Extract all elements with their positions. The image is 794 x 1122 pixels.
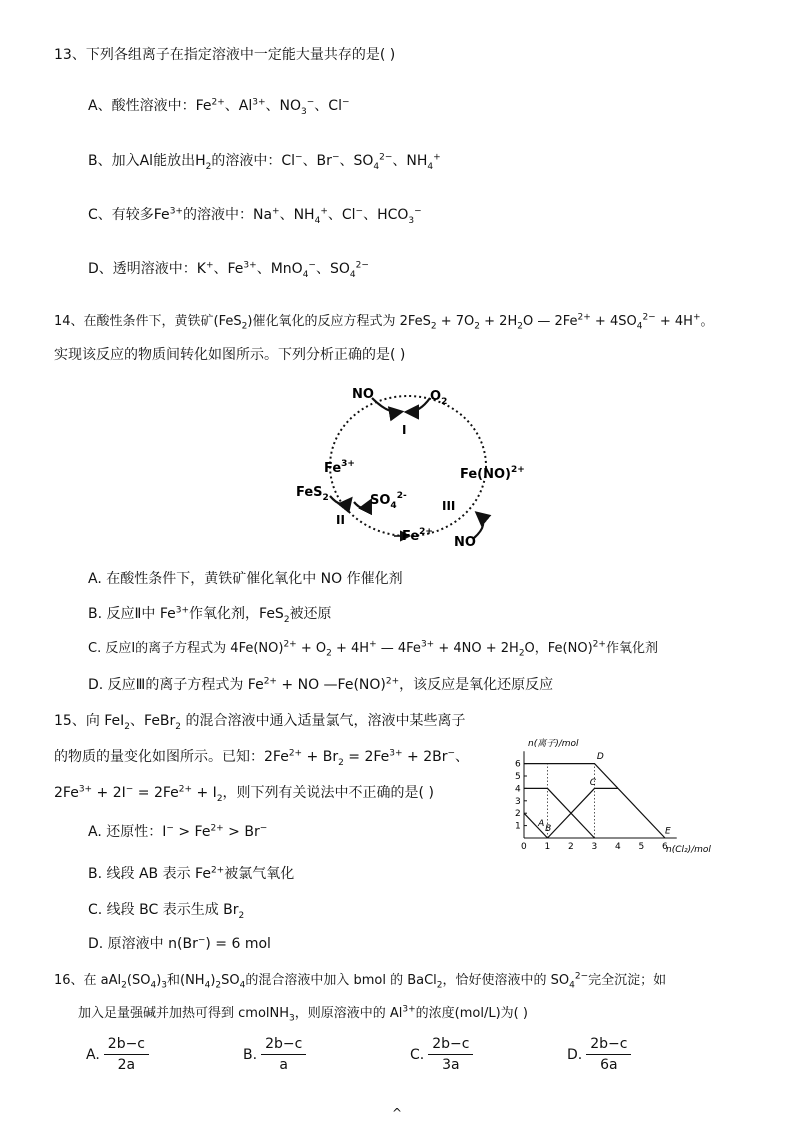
label-no-top: NO — [352, 387, 374, 402]
q14-stem-line2: 实现该反应的物质间转化如图所示。下列分析正确的是( ) — [54, 347, 406, 363]
arrow-o2-into-I — [408, 398, 430, 412]
q15-ion-amount-chart — [506, 734, 726, 858]
q13-option-d: D、透明溶液中：K+、$Fe^{3+}$、MnO$_4$−、$SO_4^{2-}$ — [88, 260, 369, 280]
q15-option-b: B. 线段 AB 表示 $Fe^{2+}$被氯气氧化 — [88, 865, 295, 882]
q14-cycle-diagram — [290, 378, 530, 550]
label-o2: $O_2$ — [430, 389, 448, 407]
chart-x-tick-label: 1 — [544, 842, 551, 852]
q13-option-c: C、有较多$Fe^{3+}$的溶液中：Na+、$NH_4^+$、Cl−、$HCO_3^-$ — [88, 206, 422, 226]
chart-point-label-b: B — [545, 824, 552, 835]
chart-point-label-c: C — [589, 778, 597, 789]
chart-y-tick-label: 3 — [515, 796, 521, 807]
arrow-so4-out-II — [354, 502, 370, 508]
label-roman-2: II — [336, 513, 345, 527]
chart-y-tick-label: 4 — [515, 784, 521, 795]
q16-option-d: D. $\frac{2b-c}{6a}$ — [567, 1036, 631, 1074]
q13-option-a: A、酸性溶液中：$Fe^{2+}$、$Al^{3+}$、$NO_3^-$、Cl− — [88, 97, 350, 117]
chart-xlabel: n(Cl₂)/mol — [666, 845, 711, 855]
label-fe3: $Fe^{3+}$ — [324, 459, 355, 476]
chart-x-tick-label: 2 — [568, 842, 574, 852]
chart-x-tick-label: 5 — [638, 842, 645, 852]
chart-series-line-3 — [548, 788, 619, 838]
q13-stem: 13、下列各组离子在指定溶液中一定能大量共存的是( ) — [54, 47, 396, 63]
q16-option-a: A. $\frac{2b-c}{2a}$ — [86, 1036, 149, 1074]
label-roman-1: I — [402, 423, 407, 437]
arrow-no-into-I — [372, 398, 400, 412]
q15-option-c: C. 线段 BC 表示生成 $Br_2$ — [88, 902, 245, 921]
q14-option-a: A. 在酸性条件下，黄铁矿催化氧化中 NO 作催化剂 — [88, 571, 403, 587]
q15-option-d: D. 原溶液中 n(Br−) = 6 mol — [88, 935, 271, 952]
q16-option-c: C. $\frac{2b-c}{3a}$ — [410, 1036, 473, 1074]
label-no-bottom: NO — [454, 535, 476, 550]
q15-stem-line1: 15、向 FeI$_2$、FeBr$_2$ 的混合溶液中通入适量氯气，溶液中某些离子 — [54, 713, 466, 732]
chart-y-tick-label: 6 — [515, 759, 521, 770]
q13-option-b: B、加入Al能放出$H_2$的溶液中：Cl−、Br−、$SO_4^{2-}$、$NH_4^+$ — [88, 152, 441, 172]
chart-point-label-a: A — [538, 819, 545, 830]
chart-x-tick-label: 6 — [662, 842, 668, 852]
label-roman-3: III — [442, 499, 456, 513]
chart-x-tick-label: 3 — [591, 842, 598, 852]
q15-stem-line3: $2Fe^{3+} + 2I^- = 2Fe^{2+} + I_2$，则下列有关说法中不正确的是( ) — [54, 784, 434, 804]
q14-stem: 14、在酸性条件下，黄铁矿(FeS$_2$)催化氧化的反应方程式为 $2FeS_2 + 7O_2 + 2H_2O$ — $2Fe^{2+} + 4SO_4^{2-} + 4H^+$。 — [54, 312, 714, 332]
q16-option-b: B. $\frac{2b-c}{a}$ — [243, 1036, 306, 1074]
chart-y-tick-label: 1 — [515, 821, 521, 832]
label-fe2: $Fe^{2+}$ — [402, 527, 433, 544]
q15-option-a: A. 还原性：$I^- > Fe^{2+} > Br^-$ — [88, 823, 268, 840]
label-so4: $SO_4^{2-}$ — [370, 491, 407, 511]
q14-option-d: D. 反应Ⅲ的离子方程式为 $Fe^{2+}$ + NO —Fe(NO)$^{2+}$，该反应是氧化还原反应 — [88, 676, 554, 693]
chart-series-line-2 — [524, 788, 595, 838]
chart-x-tick-label: 0 — [521, 842, 527, 852]
chart-point-label-e: E — [665, 826, 671, 837]
label-fes2: FeS$_2$ — [296, 485, 329, 503]
chart-ylabel: n(离子)/mol — [528, 739, 579, 749]
q14-option-b: B. 反应Ⅱ中 $Fe^{3+}$作氧化剂，FeS$_2$被还原 — [88, 605, 332, 625]
chart-x-tick-label: 4 — [615, 842, 621, 852]
q14-option-c: C. 反应Ⅰ的离子方程式为 $4Fe(NO)^{2+} + O_2 + 4H^+$ — $4Fe^{3+} + 4NO + 2H_2O$，Fe(NO)$^{2+}$作氧化剂 — [88, 639, 658, 659]
chart-y-tick-label: 2 — [515, 809, 521, 820]
q16-stem-line2: 加入足量强碱并加热可得到 cmolNH$_3$，则原溶液中的 $Al^{3+}$的浓度(mol/L)为( ) — [78, 1004, 528, 1024]
chart-y-tick-label: 5 — [515, 772, 521, 782]
q16-stem-line1: 16、在 $aAl_2(SO_4)_3$和$(NH_4)_2SO_4$的混合溶液中加入 bmol 的 BaCl$_2$，恰好使溶液中的 $SO_4^{2-}$完全沉淀；如 — [54, 971, 667, 991]
q15-stem-line2: 的物质的量变化如图所示。已知：$2Fe^{2+} + Br_2 = 2Fe^{3+} + 2Br^-$、 — [54, 748, 470, 768]
chart-point-label-d: D — [596, 752, 604, 763]
footer-mark: ^ — [392, 1106, 403, 1120]
label-feno: Fe(NO)$^{2+}$ — [460, 465, 525, 482]
